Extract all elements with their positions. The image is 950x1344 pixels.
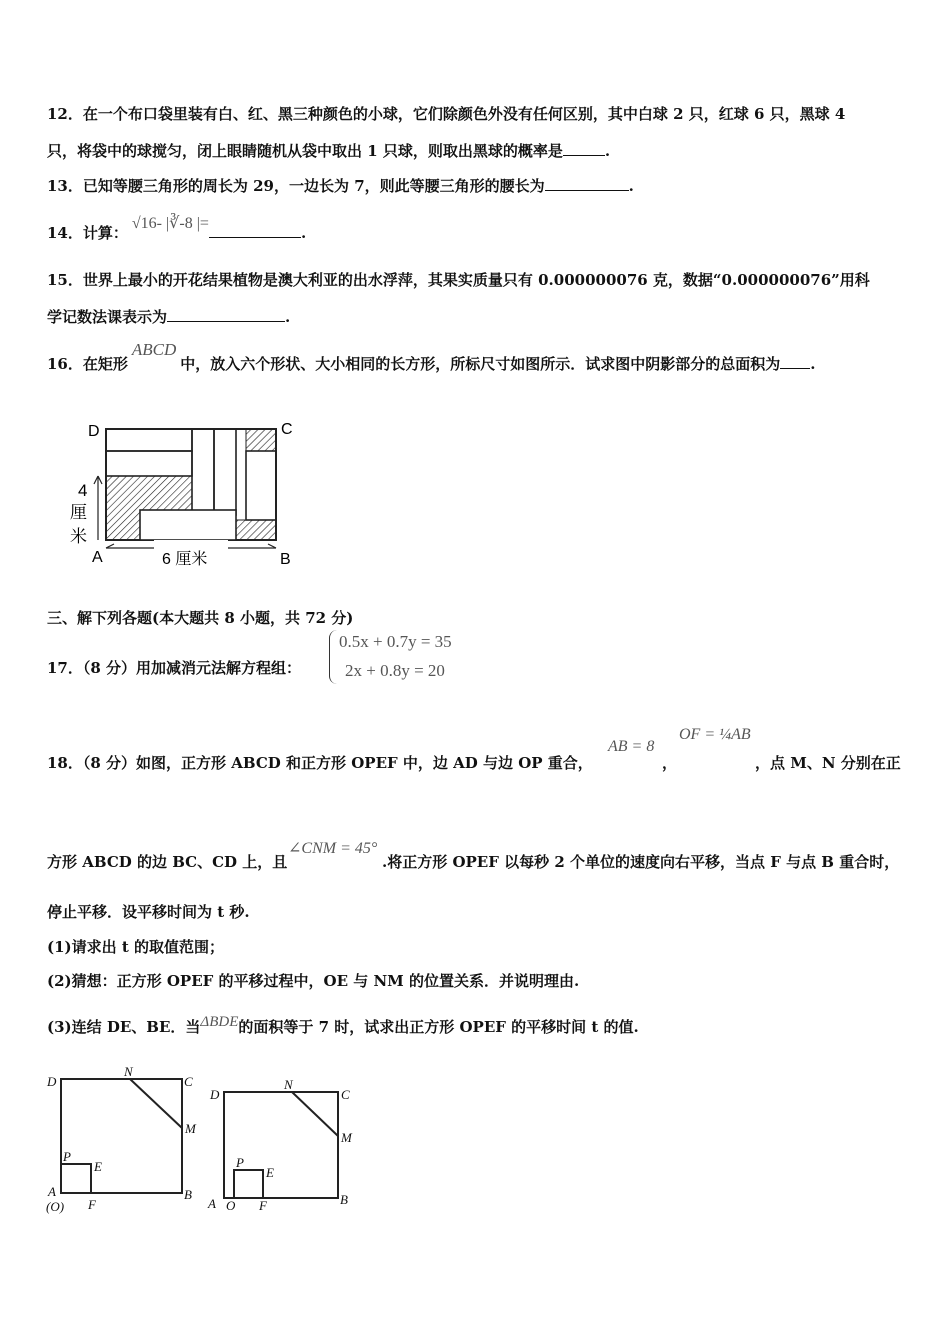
square-abcd — [224, 1092, 338, 1198]
segment-nm — [292, 1092, 338, 1136]
q16-suffix: 中，放入六个形状、大小相同的长方形，所标尺寸如图所示．试求图中阴影部分的总面积为 — [180, 355, 781, 373]
q17-equation-2: 2x + 0.8y = 20 — [345, 661, 445, 680]
label-m: M — [185, 1121, 196, 1136]
corner-label-c: C — [281, 421, 293, 438]
q18-line1-prefix: 18．（8 分）如图，正方形 ABCD 和正方形 OPEF 中，边 AD 与边 OP 重合， — [47, 754, 593, 772]
shaded-region-bottom-right — [236, 520, 276, 540]
q16-prefix: 16．在矩形 — [47, 355, 128, 373]
label-p: P — [236, 1155, 244, 1170]
width-label: 6 厘米 — [162, 551, 208, 568]
q14-expression: √16- |∛-8 |= — [131, 215, 209, 232]
small-rect-6 — [140, 510, 236, 540]
small-rect-1 — [106, 429, 192, 451]
q15-line2-text: 学记数法课表示为 — [47, 308, 168, 326]
q18-angle-condition: ∠CNM = 45° — [288, 840, 378, 857]
q18-sub3-suffix: 的面积等于 7 时，试求出正方形 OPEF 的平移时间 t 的值. — [238, 1018, 639, 1036]
q12-line1: 12．在一个布口袋里装有白、红、黑三种颜色的小球，它们除颜色外没有任何区别，其中白球 2 只，红球 6 只，黑球 4 — [47, 105, 846, 123]
q18-figure-2 — [204, 1072, 364, 1218]
label-n: N — [124, 1064, 133, 1079]
answer-blank — [545, 176, 629, 191]
q18-line1-suffix: ，点 M、N 分别在正 — [755, 754, 901, 772]
q18-sub3-prefix: (3)连结 DE、BE．当 — [47, 1018, 201, 1036]
q13-line: 13．已知等腰三角形的周长为 29，一边长为 7，则此等腰三角形的腰长为 . — [47, 177, 634, 195]
q12-line2-text: 只，将袋中的球搅匀，闭上眼睛随机从袋中取出 1 只球，则取出黑球的概率是 — [47, 142, 563, 160]
small-rect-4 — [214, 429, 236, 515]
height-number: 4 — [78, 481, 88, 500]
answer-blank — [167, 307, 285, 322]
label-m: M — [341, 1130, 352, 1145]
label-a: A — [48, 1184, 56, 1199]
label-a: A — [208, 1196, 216, 1211]
q18-sub3 — [47, 1016, 639, 1037]
corner-label-a: A — [92, 549, 103, 566]
section-3-heading: 三、解下列各题(本大题共 8 小题，共 72 分) — [47, 609, 354, 627]
equation-system-brace — [329, 630, 338, 684]
q18-line1 — [47, 752, 593, 773]
label-f: F — [88, 1197, 96, 1212]
small-rect-2 — [106, 451, 192, 476]
label-n: N — [284, 1077, 293, 1092]
q18-condition-ab: AB = 8 — [608, 738, 655, 755]
q14-line: 14．计算：√16- |∛-8 |=. — [47, 215, 307, 242]
label-b: B — [184, 1187, 192, 1202]
corner-label-b: B — [280, 551, 291, 568]
corner-label-d: D — [88, 423, 100, 440]
q13-text: 13．已知等腰三角形的周长为 29，一边长为 7，则此等腰三角形的腰长为 — [47, 177, 545, 195]
q17-text: 17．（8 分）用加减消元法解方程组： — [47, 659, 302, 677]
label-b: B — [340, 1192, 348, 1207]
label-e: E — [266, 1165, 274, 1180]
q12-line2: 只，将袋中的球搅匀，闭上眼睛随机从袋中取出 1 只球，则取出黑球的概率是 . — [47, 142, 611, 160]
q17-equation-1: 0.5x + 0.7y = 35 — [339, 632, 452, 651]
small-rect-3 — [192, 429, 214, 515]
q18-line3: 停止平移．设平移时间为 t 秒. — [47, 903, 250, 921]
q16-line: 16．在矩形ABCD中，放入六个形状、大小相同的长方形，所标尺寸如图所示．试求图中阴影部分的总面积为 . — [47, 340, 816, 373]
q18-sub2: (2)猜想：正方形 OPEF 的平移过程中，OE 与 NM 的位置关系．并说明理由. — [47, 972, 580, 990]
label-o: (O) — [46, 1199, 65, 1214]
small-rect-5 — [246, 451, 276, 520]
answer-blank — [563, 141, 605, 156]
label-e: E — [94, 1159, 102, 1174]
answer-blank — [780, 354, 810, 369]
q16-figure — [70, 412, 310, 572]
label-p: P — [63, 1149, 71, 1164]
q14-prefix: 14．计算： — [47, 224, 128, 242]
q18-condition-of: OF = ¼AB — [679, 726, 751, 743]
answer-blank — [209, 223, 301, 238]
q18-line2-prefix: 方形 ABCD 的边 BC、CD 上，且 — [47, 853, 288, 871]
q18-line2 — [47, 851, 287, 872]
label-d: D — [47, 1074, 57, 1089]
q18-line2-suffix: .将正方形 OPEF 以每秒 2 个单位的速度向右平移，当点 F 与点 B 重合时， — [382, 853, 900, 871]
label-c: C — [184, 1074, 193, 1089]
label-f: F — [259, 1198, 267, 1213]
square-opef — [61, 1164, 91, 1193]
label-c: C — [341, 1087, 350, 1102]
q18-figure-1 — [44, 1062, 214, 1218]
height-unit-2: 米 — [70, 527, 87, 546]
label-d: D — [210, 1087, 220, 1102]
square-abcd — [61, 1079, 182, 1193]
q15-line2: 学记数法课表示为 . — [47, 308, 291, 326]
shaded-region-top-right — [246, 429, 276, 451]
height-unit-1: 厘 — [70, 503, 87, 522]
q15-line1: 15．世界上最小的开花结果植物是澳大利亚的出水浮萍，其果实质量只有 0.000000076 克，数据“0.000000076”用科 — [47, 271, 870, 289]
q16-rect-label: ABCD — [131, 340, 177, 359]
segment-nm — [130, 1079, 182, 1128]
label-o: O — [226, 1198, 236, 1213]
q18-sub1: (1)请求出 t 的取值范围； — [47, 938, 225, 956]
square-opef — [234, 1170, 263, 1198]
q18-triangle: ΔBDE — [200, 1014, 239, 1030]
